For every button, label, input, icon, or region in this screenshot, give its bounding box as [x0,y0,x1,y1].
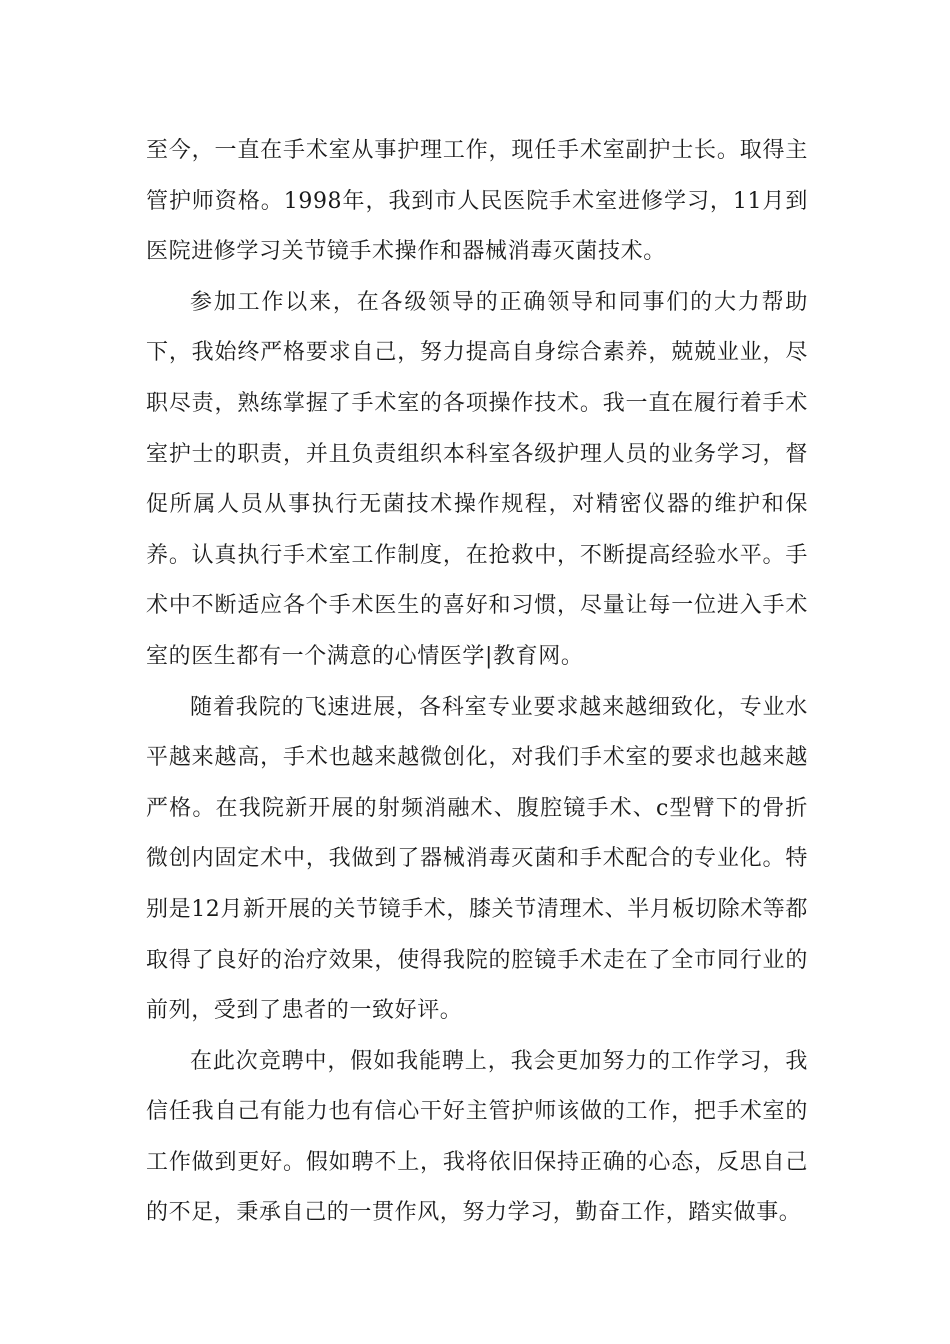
paragraph-work-experience: 参加工作以来，在各级领导的正确领导和同事们的大力帮助下，我始终严格要求自己，努力提高自身综合素养，兢兢业业，尽职尽责，熟练掌握了手术室的各项操作技术。我一直在履行着手术室护士的职责，并且负责组织本科室各级护理人员的业务学习，督促所属人员从事执行无菌技术操作规程，对精密仪器的维护和保养。认真执行手术室工作制度，在抢救中，不断提高经验水平。手术中不断适应各个手术医生的喜好和习惯，尽量让每一位进入手术室的医生都有一个满意的心情医学|教育网。 [146,289,808,669]
paragraph-competition-statement: 在此次竞聘中，假如我能聘上，我会更加努力的工作学习，我信任我自己有能力也有信心干好主管护师该做的工作，把手术室的工作做到更好。假如聘不上，我将依旧保持正确的心态，反思自己的不足，秉承自己的一贯作风，努力学习，勤奋工作，踏实做事。 [146,1048,808,1226]
paragraph-hospital-development: 随着我院的飞速进展，各科室专业要求越来越细致化，专业水平越来越高，手术也越来越微创化，对我们手术室的要求也越来越严格。在我院新开展的射频消融术、腹腔镜手术、c型臂下的骨折微创内固定术中，我做到了器械消毒灭菌和手术配合的专业化。特别是12月新开展的关节镜手术，膝关节清理术、半月板切除术等都取得了良好的治疗效果，使得我院的腔镜手术走在了全市同行业的前列，受到了患者的一致好评。 [146,694,808,1024]
paragraph-continuation: 至今，一直在手术室从事护理工作，现任手术室副护士长。取得主管护师资格。1998年，我到市人民医院手术室进修学习，11月到医院进修学习关节镜手术操作和器械消毒灭菌技术。 [146,138,808,265]
document-body [146,126,808,1239]
